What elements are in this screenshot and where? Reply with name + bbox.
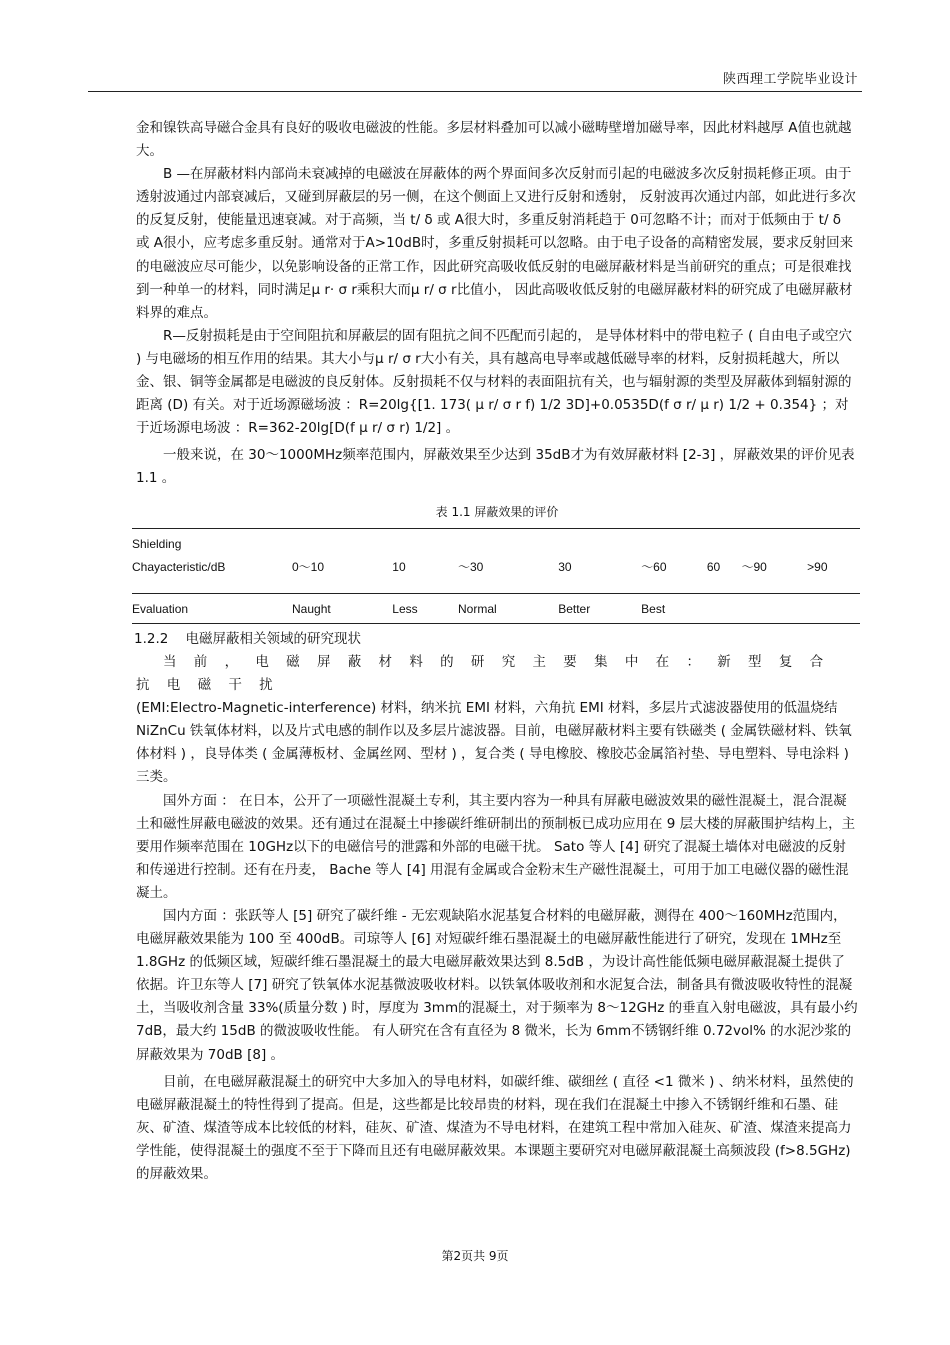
table-cell: ～30 bbox=[458, 528, 558, 593]
table-cell: 30 bbox=[558, 528, 641, 593]
table-cell: Best bbox=[641, 593, 707, 623]
paragraph-a-continued: 金和镍铁高导磁合金具有良好的吸收电磁波的性能。多层材料叠加可以减小磁畴壁增加磁导率，因此材料越厚 A值也就越大。 bbox=[136, 120, 852, 160]
table-cell: Naught bbox=[292, 593, 392, 623]
paragraph-current-research-intro: 当 前 ， 电 磁 屏 蔽 材 料 的 研 究 主 要 集 中 在 ： 新 型 复 合 抗 电 磁 干 扰 bbox=[136, 653, 830, 694]
table-cell: 10 bbox=[392, 528, 458, 593]
shielding-evaluation-table bbox=[132, 528, 860, 624]
paragraph-foreign-research: 国外方面 ： 在日本，公开了一项磁性混凝土专利，其主要内容为一种具有屏蔽电磁波效果的磁性混凝土，混合混凝土和磁性屏蔽电磁波的效果。还有通过在混凝土中掺碳纤维研制出的预制板已成功应用在 9 层大楼的屏蔽围护结构上，主要用作频率范围在 10GHz以下的电磁信号的泄露和外部的电磁干扰。 Sato 等人 [4] 研究了混凝土墙体对电磁波的反射和传递进行控制。还有在丹麦， Bache 等人 [4] 用混有金属或合金粉末生产磁性混凝土，可用于加工电磁仪器的磁性混凝土。 bbox=[136, 792, 856, 901]
table-cell: >90 bbox=[807, 528, 860, 593]
table-cell: Normal bbox=[458, 593, 558, 623]
table-cell: Less bbox=[392, 593, 458, 623]
running-header: 陕西理工学院毕业设计 bbox=[722, 72, 858, 87]
table-cell bbox=[807, 593, 860, 623]
paragraph-project-focus: 目前，在电磁屏蔽混凝土的研究中大多加入的导电材料，如碳纤维、碳细丝 ( 直径 <1 微米 ) 、纳米材料，虽然使的电磁屏蔽混凝土的特性得到了提高。但是，这些都是比较昂贵的材料，现在我们在混凝土中掺入不锈钢纤维和石墨、硅灰、矿渣、煤渣等成本比较低的材料，硅灰、矿渣、煤渣为不导电材料，在建筑工程中常加入硅灰、矿渣、煤渣来提高力学性能，使得混凝土的强度不至于下降而且还有电磁屏蔽效果。本课题主要研究对电磁屏蔽混凝土高频波段 (f>8.5GHz) 的屏蔽效果。 bbox=[136, 1073, 854, 1183]
table-cell bbox=[707, 593, 742, 623]
section-number: 1.2.2 bbox=[134, 630, 169, 647]
table-row bbox=[132, 593, 860, 623]
section-heading bbox=[134, 628, 858, 651]
row-label-evaluation: Evaluation bbox=[132, 593, 292, 623]
body-text bbox=[132, 117, 858, 1186]
table-cell: 0～10 bbox=[292, 528, 392, 593]
table-cell: ～90 bbox=[741, 528, 807, 593]
table-cell: ～60 bbox=[641, 528, 707, 593]
paragraph-b-term: B —在屏蔽材料内部尚未衰减掉的电磁波在屏蔽体的两个界面间多次反射而引起的电磁波多次反射损耗修正项。由于透射波通过内部衰减后，又碰到屏蔽层的另一侧，在这个侧面上又进行反射和透射， 反射波再次通过内部，如此进行多次的反复反射，使能量迅速衰减。对于高频，当 t/ δ 或 A很大时，多重反射消耗趋于 0可忽略不计；而对于低频由于 t/ δ 或 A很小，应考虑多重反射。通常对于A>10dB时，多重反射损耗可以忽略。由于电子设备的高精密发展，要求反射回来的电磁波应尽可能少，以免影响设备的正常工作，因此研究高吸收低反射的电磁屏蔽材料是当前研究的重点；可是很难找到一种单一的材料，同时满足μ r· σ r乘积大而μ r/ σ r比值小， 因此高吸收低反射的电磁屏蔽材料的研究成了电磁屏蔽材料界的难点。 bbox=[136, 166, 856, 321]
table-caption: 表 1.1 屏蔽效果的评价 bbox=[435, 504, 559, 519]
table-row bbox=[132, 528, 860, 593]
row-label-shielding: Shielding Chayacteristic/dB bbox=[132, 528, 292, 593]
paragraph-r-term: R—反射损耗是由于空间阻抗和屏蔽层的固有阻抗之间不匹配而引起的， 是导体材料中的带电粒子 ( 自由电子或空穴 ) 与电磁场的相互作用的结果。其大小与μ r/ σ r大小有关，具有越高电导率或越低磁导率的材料，反射损耗越大，所以金、银、铜等金属都是电磁波的良反射体。反射损耗不仅与材料的表面阻抗有关，也与辐射源的类型及屏蔽体到辐射源的距离 (D) 有关。对于近场源磁场波 ：R=20lg{[1. 173( μ r/ σ r f) 1/2 3D]+0.0535D(f σ r/ μ r) 1/2 + 0.354} ；对于近场源电场波 ：R=362-20lg[D(f μ r/ σ r) 1/2] 。 bbox=[136, 327, 853, 437]
paragraph-shielding-range: 一般来说，在 30～1000MHz频率范围内，屏蔽效果至少达到 35dB才为有效屏蔽材料 [2-3] ，屏蔽效果的评价见表 1.1 。 bbox=[136, 447, 855, 487]
table-cell: Better bbox=[558, 593, 641, 623]
page-number: 第2页共 9页 bbox=[441, 1249, 509, 1263]
table-cell: 60 bbox=[707, 528, 742, 593]
paragraph-current-research: (EMI:Electro-Magnetic-interference) 材料，纳米抗 EMI 材料，六角抗 EMI 材料，多层片式滤波器使用的低温烧结 NiZnCu 铁氧体材料，以及片式电感的制作以及多层片滤波器。目前，电磁屏蔽材料主要有铁磁类 ( 金属铁磁材料、铁氧体材料 ) ，良导体类 ( 金属薄板材、金属丝网、型材 ) ，复合类 ( 导电橡胶、橡胶芯金属箔衬垫、导电塑料、导电涂料 ) 三类。 bbox=[136, 700, 852, 786]
paragraph-domestic-research: 国内方面 ：张跃等人 [5] 研究了碳纤维 - 无宏观缺陷水泥基复合材料的电磁屏蔽，测得在 400～160MHz范围内，电磁屏蔽效果能为 100 至 400dB。司琼等人 [6] 对短碳纤维石墨混凝土的电磁屏蔽性能进行了研究，发现在 1MHz至 1.8GHz 的低频区域，短碳纤维石墨混凝土的最大电磁屏蔽效果达到 8.5dB ，为设计高性能低频电磁屏蔽混凝土提供了依据。许卫东等人 [7] 研究了铁氧体水泥基微波吸收材料。以铁氧体吸收剂和水泥复合法，制备具有微波吸收特性的混凝土，当吸收剂含量 33%(质量分数 ) 时，厚度为 3mm的混凝土，对于频率为 8～12GHz 的垂直入射电磁波，具有最小约 7dB，最大约 15dB 的微波吸收性能。 有人研究在含有直径为 8 微米，长为 6mm不锈钢纤维 0.72vol% 的水泥沙浆的屏蔽效果为 70dB [8] 。 bbox=[136, 908, 858, 1063]
section-title: 电磁屏蔽相关领域的研究现状 bbox=[185, 630, 362, 647]
header-rule bbox=[88, 91, 862, 92]
table-cell bbox=[741, 593, 807, 623]
